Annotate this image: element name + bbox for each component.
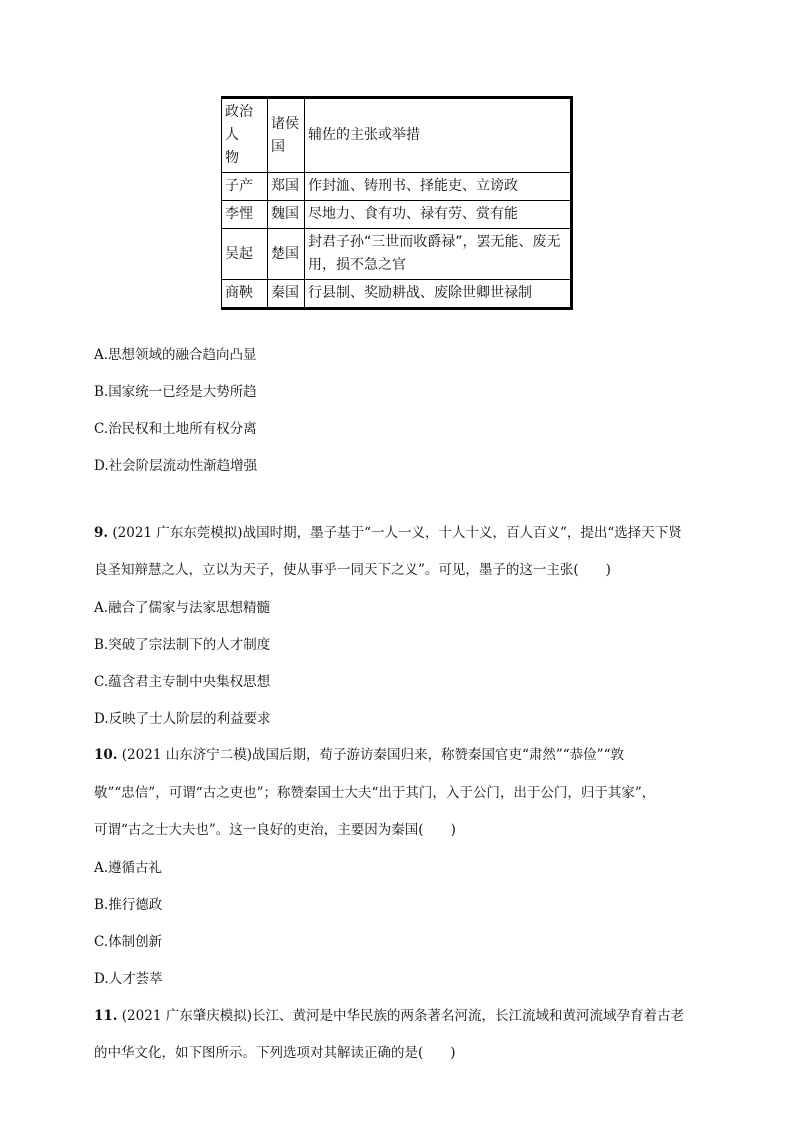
q10-option-b: B.推行德政 (94, 897, 163, 913)
header-cell-measure: 辅佐的主张或举措 (305, 98, 572, 173)
cell-state: 魏国 (268, 201, 305, 229)
q9-option-a: A.融合了儒家与法家思想精髓 (94, 600, 271, 616)
q9-option-b: B.突破了宗法制下的人才制度 (94, 637, 271, 653)
table-row (222, 201, 572, 229)
cell-person: 李悝 (222, 201, 268, 229)
table-row (222, 229, 572, 280)
q8-option-a: A.思想领域的融合趋向凸显 (94, 347, 257, 363)
cell-measure: 封君子孙“三世而收爵禄”，罢无能、废无 用，损不急之官 (305, 229, 572, 280)
q10-option-a: A.遵循古礼 (94, 860, 163, 876)
q10-number: 10. (94, 747, 118, 763)
q11-stem-line-2: 的中华文化，如下图所示。下列选项对其解读正确的是( ) (94, 1045, 456, 1061)
q8-option-c: C.治民权和土地所有权分离 (94, 421, 257, 437)
q8-option-b: B.国家统一已经是大势所趋 (94, 384, 257, 400)
q11-stem-line-1: 11. (2021 广东肇庆模拟)长江、黄河是中华民族的两条著名河流，长江流域和黄河流域孕育着古老 (94, 1008, 684, 1024)
q9-option-d: D.反映了士人阶层的利益要求 (94, 711, 271, 727)
q9-stem-line-2: 良圣知辩慧之人，立以为天子，使从事乎一同天下之义”。可见，墨子的这一主张( ) (94, 562, 611, 578)
cell-person: 商鞅 (222, 280, 268, 309)
q9-stem-line-1: 9. (2021 广东东莞模拟)战国时期，墨子基于“一人一义，十人十义，百人百义”，提出“选择天下贤 (94, 525, 682, 541)
cell-person: 吴起 (222, 229, 268, 280)
cell-state: 郑国 (268, 173, 305, 201)
cell-state: 楚国 (268, 229, 305, 280)
header-cell-person: 政治人 物 (222, 98, 268, 173)
table-header-row (222, 98, 572, 173)
q9-number: 9. (94, 525, 109, 541)
q10-option-c: C.体制创新 (94, 934, 163, 950)
table-row (222, 280, 572, 309)
header-cell-state: 诸侯 国 (268, 98, 305, 173)
cell-measure: 行县制、奖励耕战、废除世卿世禄制 (305, 280, 572, 309)
q9-option-c: C.蕴含君主专制中央集权思想 (94, 674, 271, 690)
cell-measure: 尽地力、食有功、禄有劳、赏有能 (305, 201, 572, 229)
q8-option-d: D.社会阶层流动性渐趋增强 (94, 458, 258, 474)
table-row (222, 173, 572, 201)
q10-stem-line-1: 10. (2021 山东济宁二模)战国后期，荀子游访秦国归来，称赞秦国官吏“肃然”“恭俭”“敦 (94, 747, 624, 763)
q10-option-d: D.人才荟萃 (94, 971, 163, 987)
cell-state: 秦国 (268, 280, 305, 309)
cell-measure: 作封洫、铸刑书、择能吏、立谤政 (305, 173, 572, 201)
cell-person: 子产 (222, 173, 268, 201)
q10-stem-line-2: 敬”“忠信”，可谓“古之吏也”；称赞秦国士大夫“出于其门，入于公门，出于公门，归于其家”， (94, 785, 656, 801)
politicians-table (221, 96, 573, 310)
q11-number: 11. (94, 1008, 118, 1024)
q10-stem-line-3: 可谓“古之士大夫也”。这一良好的吏治，主要因为秦国( ) (94, 822, 456, 838)
